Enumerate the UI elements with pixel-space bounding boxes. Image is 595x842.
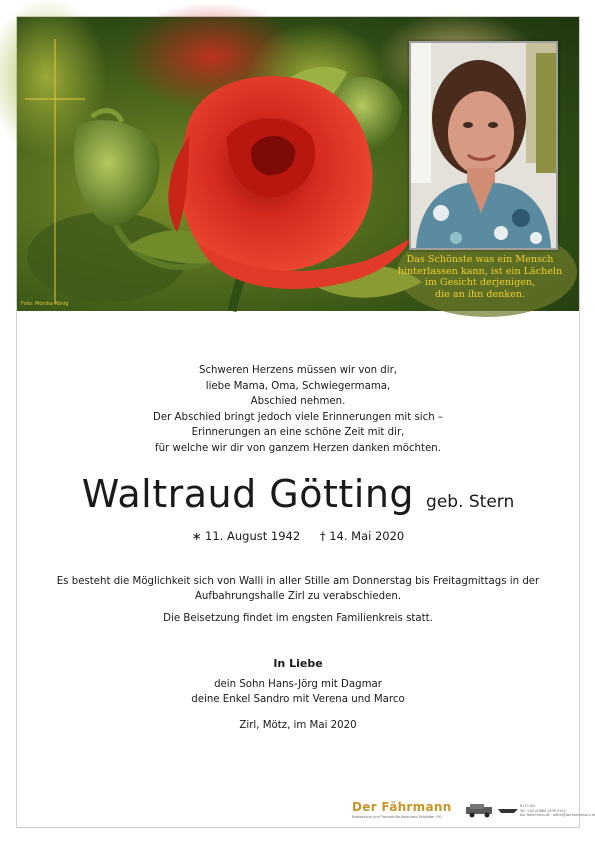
farewell-text: Es besteht die Möglichkeit sich von Walli in aller Stille am Donnerstag bis Freitagmittags in der Aufbahrungshalle Zirl zu verabschieden.: [56, 576, 540, 602]
intro-line: liebe Mama, Oma, Schwiegermama,: [205, 380, 391, 392]
intro-line: Der Abschied bringt jedoch viele Erinnerungen mit sich –: [152, 411, 444, 423]
portrait-image: [411, 43, 556, 248]
intro-line: Schweren Herzens müssen wir von dir,: [198, 365, 397, 376]
logo-name: Der Fährmann: [352, 800, 452, 814]
quote-line: die an ihn denken.: [434, 288, 526, 300]
logo-contact: [520, 804, 595, 818]
intro-line: Abschied nehmen.: [250, 396, 346, 408]
intro-text: [17, 363, 579, 457]
contact-line: 6170 Zirl: [520, 804, 536, 808]
intro-line: Erinnerungen an eine schöne Zeit mit dir,: [191, 427, 405, 439]
contact-line: der-faehrmann.at · office@der-faehrmann.at: [520, 813, 595, 817]
obituary-card: [16, 16, 595, 828]
deceased-name: Waltraud Götting: [81, 472, 415, 516]
boat-icon: [498, 806, 518, 814]
in-love-title: In Liebe: [273, 657, 323, 670]
cross-icon: [25, 39, 85, 304]
portrait-photo: [409, 41, 558, 250]
intro-line: für welche wir dir von ganzem Herzen danken möchten.: [155, 442, 441, 454]
burial-text: Die Beisetzung findet im engsten Familienkreis statt.: [163, 613, 433, 624]
family-line: deine Enkel Sandro mit Verena und Marco: [191, 694, 405, 705]
deceased-name-line: [17, 472, 579, 516]
birth-date: ∗ 11. August 1942: [191, 529, 301, 543]
rose-photo-header: [17, 17, 579, 311]
quote-text: [385, 254, 575, 300]
maiden-name: geb. Stern: [426, 492, 515, 512]
logo-subtitle: Bestattung und Trauerhilfe Bernhard Schöpfer OG: [352, 815, 442, 819]
quote-line: im Gesicht derjenigen,: [424, 277, 536, 288]
life-dates: [17, 529, 579, 543]
family-signature: [17, 677, 579, 707]
family-line: dein Sohn Hans-Jörg mit Dagmar: [214, 679, 382, 690]
photo-credit: Foto: Monika Rönig: [21, 301, 69, 307]
quote-line: hinterlassen kann, ist ein Lächeln: [397, 265, 563, 277]
death-date: † 14. Mai 2020: [319, 529, 405, 543]
place-date: Zirl, Mötz, im Mai 2020: [239, 720, 357, 731]
hearse-icon: [464, 802, 496, 818]
contact-line: Tel. +43 (0)664 1939 9110: [520, 808, 566, 813]
funeral-home-logo: [352, 800, 595, 825]
quote-line: Das Schönste was ein Mensch: [406, 254, 554, 265]
